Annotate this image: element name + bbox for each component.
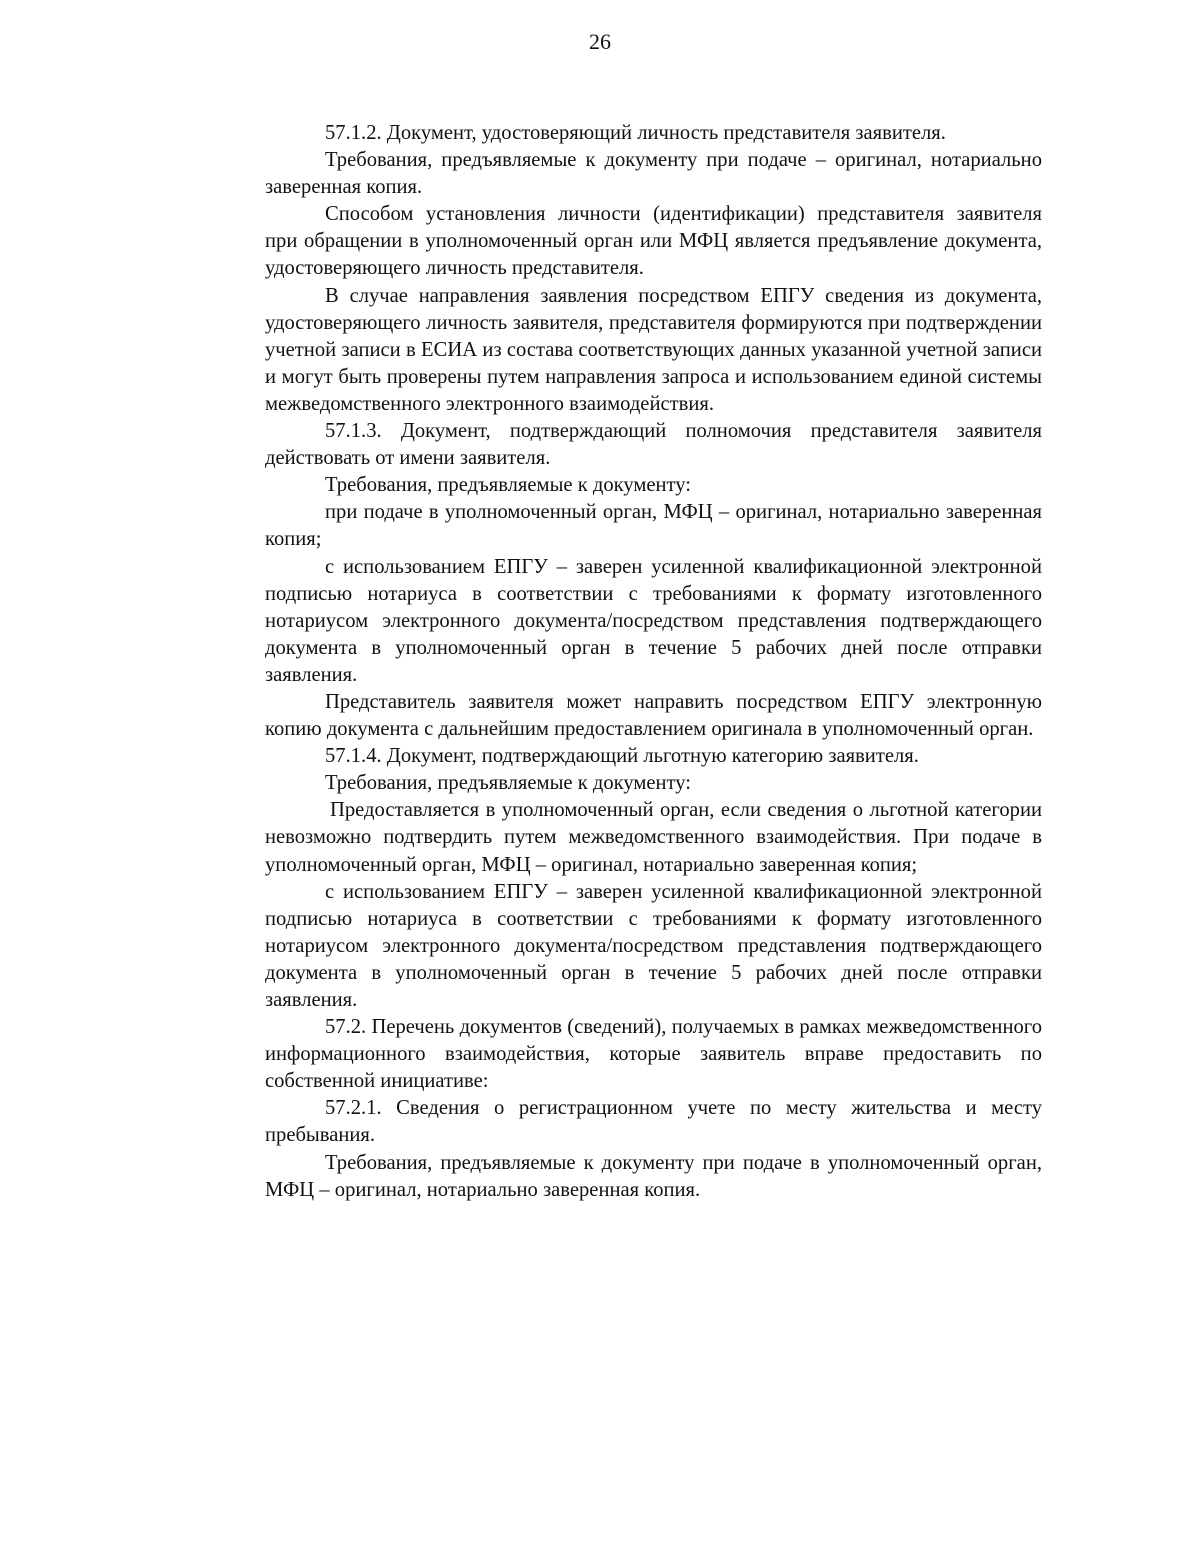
document-body (265, 120, 1042, 1204)
paragraph-requirements-final: Требования, предъявляемые к документу при подаче в уполномоченный орган, МФЦ – оригинал, нотариально заверенная копия. (265, 1151, 1042, 1201)
paragraph-epgu-esia: В случае направления заявления посредством ЕПГУ сведения из документа, удостоверяющего личность заявителя, представителя формируются при подтверждении учетной записи в ЕСИА из состава соответствующих данных указанной учетной записи и могут быть проверены путем направления запроса и использованием единой системы межведомственного электронного взаимодействия. (265, 284, 1042, 415)
paragraph-requirements: Требования, предъявляемые к документу: (325, 474, 692, 497)
paragraph-57-2-heading: 57.2. Перечень документов (сведений), получаемых в рамках межведомственного информационного взаимодействия, которые заявитель вправе предоставить по собственной инициативе: (265, 1016, 1042, 1093)
paragraph-requirements: Требования, предъявляемые к документу при подаче – оригинал, нотариально заверенная копия. (265, 149, 1042, 199)
paragraph-57-2-1-heading: 57.2.1. Сведения о регистрационном учете по месту жительства и месту пребывания. (265, 1097, 1042, 1147)
paragraph-submission-mfc: при подаче в уполномоченный орган, МФЦ – оригинал, нотариально заверенная копия; (265, 501, 1042, 551)
paragraph-57-1-4-heading: 57.1.4. Документ, подтверждающий льготную категорию заявителя. (325, 745, 919, 768)
paragraph-identification-method: Способом установления личности (идентификации) представителя заявителя при обращении в уполномоченный орган или МФЦ является предъявление документа, удостоверяющего личность представителя. (265, 203, 1042, 280)
paragraph-submission-epgu: с использованием ЕПГУ – заверен усиленной квалификационной электронной подписью нотариуса в соответствии с требованиями к формату изготовленного нотариусом электронного документа/посредством представления подтверждающего документа в уполномоченный орган в течение 5 рабочих дней после отправки заявления. (265, 880, 1042, 1011)
paragraph-preferential-category: Предоставляется в уполномоченный орган, если сведения о льготной категории невозможно подтвердить путем межведомственного взаимодействия. При подаче в уполномоченный орган, МФЦ – оригинал, нотариально заверенная копия; (265, 799, 1042, 876)
paragraph-submission-epgu: с использованием ЕПГУ – заверен усиленной квалификационной электронной подписью нотариуса в соответствии с требованиями к формату изготовленного нотариусом электронного документа/посредством представления подтверждающего документа в уполномоченный орган в течение 5 рабочих дней после отправки заявления. (265, 555, 1042, 686)
paragraph-57-1-3-heading: 57.1.3. Документ, подтверждающий полномочия представителя заявителя действовать от имени заявителя. (265, 420, 1042, 470)
paragraph-requirements: Требования, предъявляемые к документу: (325, 772, 692, 795)
paragraph-representative-copy: Представитель заявителя может направить посредством ЕПГУ электронную копию документа с дальнейшим предоставлением оригинала в уполномоченный орган. (265, 690, 1042, 741)
page-number: 26 (589, 29, 611, 54)
paragraph-57-1-2-heading: 57.1.2. Документ, удостоверяющий личность представителя заявителя. (325, 122, 946, 144)
